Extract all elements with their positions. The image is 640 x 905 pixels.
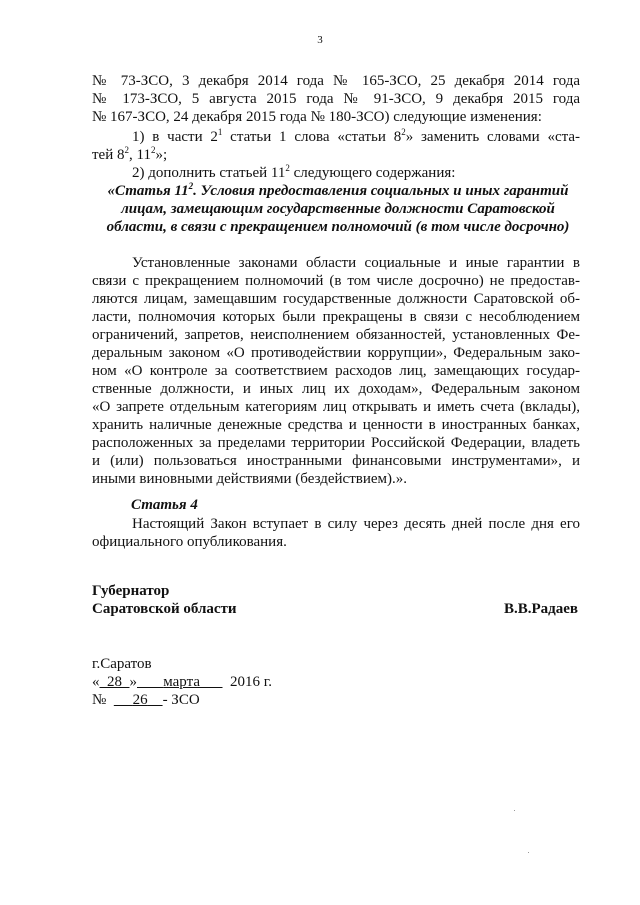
main-line-9: «О запрете отдельным категориям лиц открывать и иметь счета (вклады), [92, 399, 580, 415]
intro-line-2: № 173-ЗСО, 5 августа 2015 года № 91-ЗСО, 9 декабря 2015 года [92, 91, 580, 107]
law-number-line: № 26 - ЗСО [92, 692, 200, 708]
main-line-5: ограничений, запретов, неисполнением обязанностей, установленных Фе- [92, 327, 580, 343]
article-title-line-1: «Статья $11^2$. Условия предоставления социальных и иных гарантий [107, 181, 569, 199]
main-paragraph [92, 254, 580, 488]
article-title-line-2: лицам, замещающим государственные должности Саратовской [121, 201, 555, 217]
item2-line: 2) дополнить статьей $11^2$ следующего содержания: [132, 163, 456, 181]
article-title [96, 182, 580, 236]
page-number: 3 [317, 34, 323, 46]
date-month: марта [163, 674, 200, 690]
article-4-heading: Статья 4 [131, 497, 198, 513]
governor-title-line-1: Губернатор [92, 583, 170, 599]
item1-line-2: тей $8^2$, $11^2$»; [92, 145, 168, 163]
scan-speck [528, 852, 529, 853]
date-day: 28 [107, 674, 122, 690]
main-line-6: деральным законом «О противодействии коррупции», Федеральным зако- [92, 345, 580, 361]
main-line-7: ном «О контроле за соответствием расходов лиц, замещающих государ- [92, 363, 580, 379]
governor-title-line-2: Саратовской области [92, 601, 237, 617]
main-line-4: ласти, полномочия которых были прекращены в связи с несоблюдением [92, 309, 580, 325]
amendment-item-1 [92, 128, 580, 164]
date-year: 2016 г. [230, 674, 272, 690]
intro-line-3: № 167-ЗСО, 24 декабря 2015 года № 180-ЗСО) следующие изменения: [92, 109, 542, 125]
amendment-item-2 [92, 164, 580, 182]
article-4-line-2: официального опубликования. [92, 534, 287, 550]
place-city: г.Саратов [92, 656, 152, 672]
main-line-13: иными виновными действиями (бездействием).». [92, 471, 408, 487]
main-line-1: Установленные законами области социальные и иные гарантии в [132, 255, 580, 271]
main-line-2: связи с прекращением полномочий (в том числе досрочно) не предостав- [92, 273, 580, 289]
article-title-line-3: области, в связи с прекращением полномочий (в том числе досрочно) [106, 219, 570, 235]
main-line-11: расположенных за пределами территории Российской Федерации, владеть [92, 435, 580, 451]
intro-paragraph [92, 72, 580, 126]
main-line-12: и (или) пользоваться иностранными финансовыми инструментами», и [92, 453, 580, 469]
article-4-line-1: Настоящий Закон вступает в силу через десять дней после дня его [132, 516, 580, 532]
main-line-3: ляются лицам, замещавшим государственные должности Саратовской об- [92, 291, 580, 307]
law-number: 26 [132, 692, 148, 708]
item1-line-1: 1) в части $2^1$ статьи 1 слова «статьи $8^2$» заменить словами «ста- [132, 127, 581, 145]
date-line: « 28 » марта 2016 г. [92, 674, 272, 690]
governor-name: В.В.Радаев [503, 601, 578, 617]
main-line-8: ственные должности, и иных лиц их доходам», Федеральным законом [92, 381, 580, 397]
article-4-text [92, 515, 580, 551]
scan-speck [514, 810, 515, 811]
main-line-10: хранить наличные денежные средства и ценности в иностранных банках, [92, 417, 580, 433]
intro-line-1: № 73-ЗСО, 3 декабря 2014 года № 165-ЗСО, 25 декабря 2014 года [92, 73, 580, 89]
